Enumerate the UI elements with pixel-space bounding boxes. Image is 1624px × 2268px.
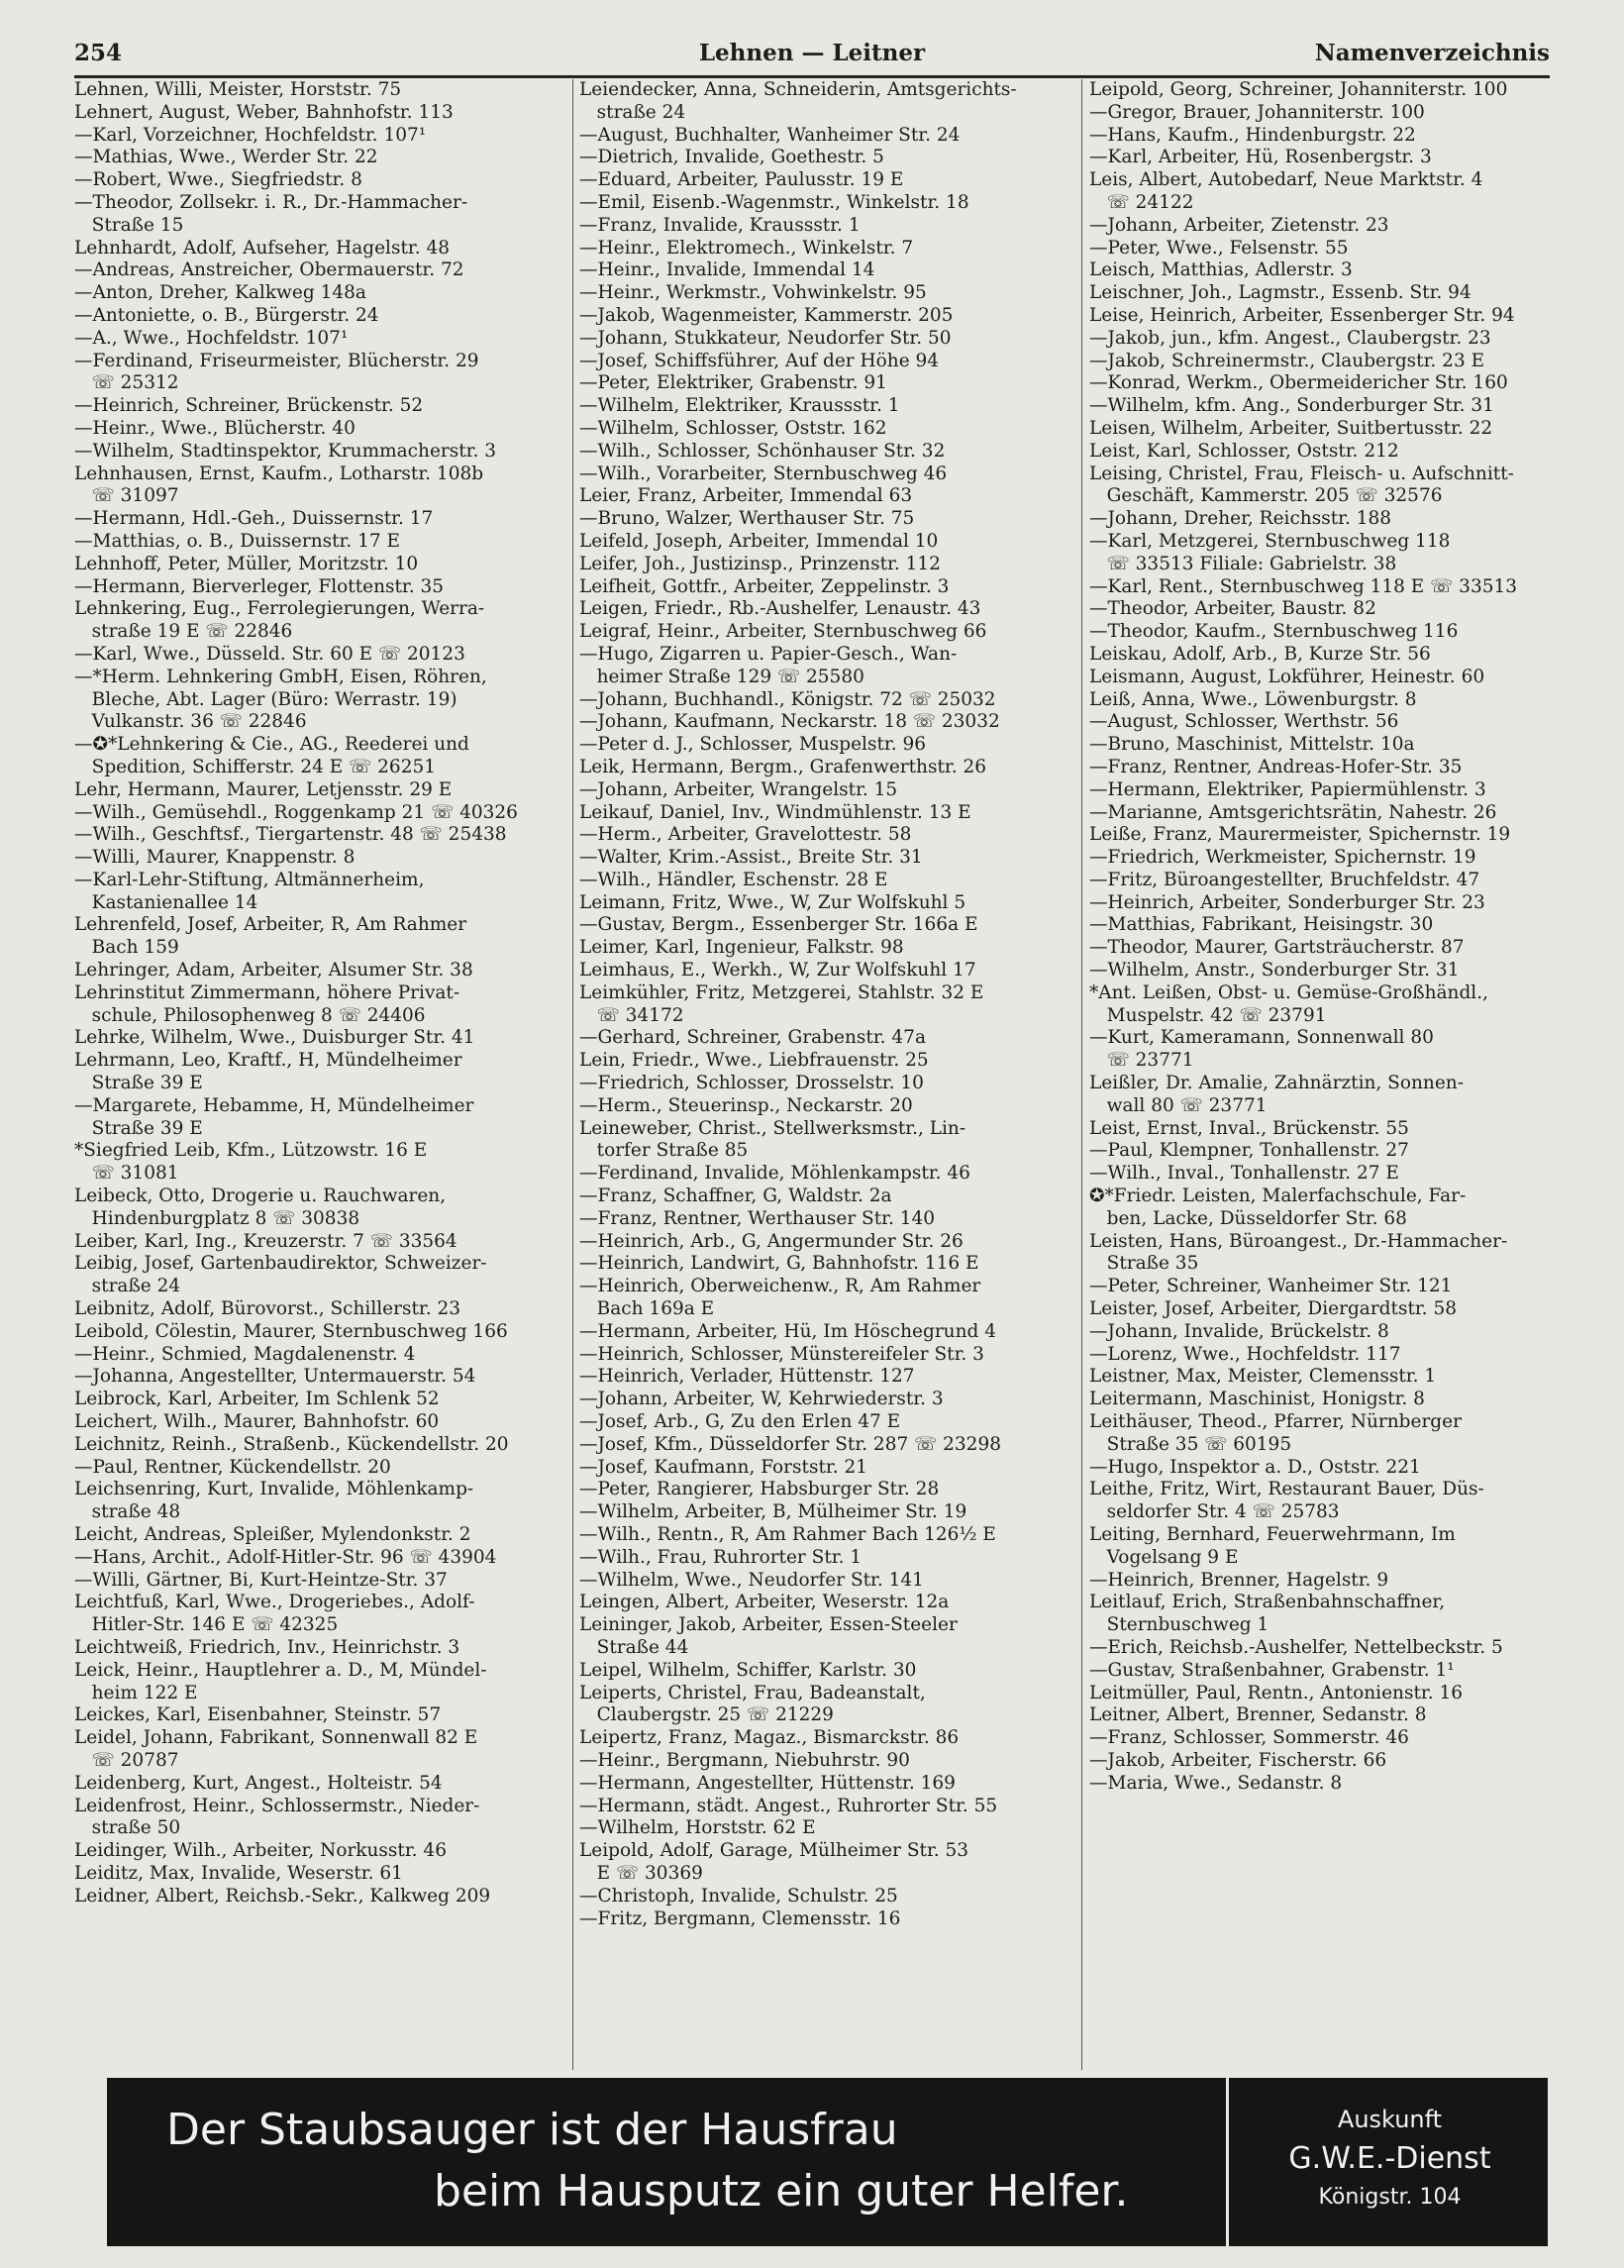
directory-entry-line: —Jakob, Arbeiter, Fischerstr. 66 xyxy=(1089,1749,1387,1771)
directory-entry-line: —✪*Lehnkering & Cie., AG., Reederei und xyxy=(74,734,469,756)
directory-entry-line: —Margarete, Hebamme, H, Mündelheimer xyxy=(74,1094,474,1116)
directory-entry-line: —Jakob, Schreinermstr., Claubergstr. 23 E xyxy=(1089,350,1485,371)
directory-entry-line: —Johann, Kaufmann, Neckarstr. 18 ☏ 23032 xyxy=(579,711,1000,733)
directory-entry-line: Leimkühler, Fritz, Metzgerei, Stahlstr. 32 E xyxy=(579,981,984,1003)
directory-entry-line: Straße 15 xyxy=(74,214,184,236)
directory-entry-line: Leiperts, Christel, Frau, Badeanstalt, xyxy=(579,1682,926,1703)
directory-entry-line: —Heinrich, Arb., G, Angermunder Str. 26 xyxy=(579,1230,964,1252)
directory-entry-line: —Hermann, Hdl.-Geh., Duissernstr. 17 xyxy=(74,508,434,530)
directory-entry-line: Leis, Albert, Autobedarf, Neue Marktstr. 4 xyxy=(1089,169,1483,191)
page-number: 254 xyxy=(74,40,123,66)
directory-entry-line: —Johann, Arbeiter, W, Kehrwiederstr. 3 xyxy=(579,1389,944,1410)
directory-entry-line: Lehnen, Willi, Meister, Horststr. 75 xyxy=(74,79,402,100)
directory-entry-line: Leise, Heinrich, Arbeiter, Essenberger Str. 94 xyxy=(1089,304,1515,326)
directory-entry-line: Leimer, Karl, Ingenieur, Falkstr. 98 xyxy=(579,937,904,959)
directory-entry-line: Lehnhoff, Peter, Müller, Moritzstr. 10 xyxy=(74,553,419,574)
directory-entry-line: Leier, Franz, Arbeiter, Immendal 63 xyxy=(579,485,913,507)
directory-entry-line: —Karl, Rent., Sternbuschweg 118 E ☏ 33513 xyxy=(1089,575,1518,597)
directory-entry-line: Leisen, Wilhelm, Arbeiter, Suitbertusstr. 22 xyxy=(1089,417,1493,439)
directory-entry-line: —Peter, Schreiner, Wanheimer Str. 121 xyxy=(1089,1276,1453,1297)
directory-entry-line: heim 122 E xyxy=(74,1682,198,1703)
directory-entry-line: Lehnhardt, Adolf, Aufseher, Hagelstr. 48 xyxy=(74,237,451,258)
directory-entry-line: —Wilhelm, Elektriker, Kraussstr. 1 xyxy=(579,395,900,417)
directory-entry-line: Leischner, Joh., Lagmstr., Essenb. Str. 94 xyxy=(1089,282,1472,304)
directory-entry-line: Leißler, Dr. Amalie, Zahnärztin, Sonnen- xyxy=(1089,1073,1464,1094)
directory-entry-line: Leibrock, Karl, Arbeiter, Im Schlenk 52 xyxy=(74,1389,440,1410)
directory-entry-line: straße 24 xyxy=(74,1276,181,1297)
directory-entry-line: —Karl, Arbeiter, Hü, Rosenbergstr. 3 xyxy=(1089,147,1432,168)
section-title: Namenverzeichnis xyxy=(1314,40,1550,66)
directory-entry-line: —Peter, Elektriker, Grabenstr. 91 xyxy=(579,372,887,394)
directory-entry-line: —Emil, Eisenb.-Wagenmstr., Winkelstr. 18 xyxy=(579,191,969,213)
directory-entry-line: —Eduard, Arbeiter, Paulusstr. 19 E xyxy=(579,169,904,191)
directory-entry-line: Leik, Hermann, Bergm., Grafenwerthstr. 26 xyxy=(579,756,987,777)
directory-entry-line: —Anton, Dreher, Kalkweg 148a xyxy=(74,282,366,304)
directory-entry-line: —Josef, Schiffsführer, Auf der Höhe 94 xyxy=(579,350,940,371)
directory-entry-line: —Heinr., Bergmann, Niebuhrstr. 90 xyxy=(579,1749,910,1771)
directory-entry-line: Leisten, Hans, Büroangest., Dr.-Hammacher- xyxy=(1089,1230,1508,1252)
directory-entry-line: —Lorenz, Wwe., Hochfeldstr. 117 xyxy=(1089,1343,1401,1365)
column-2 xyxy=(579,79,1069,2070)
directory-entry-line: —August, Buchhalter, Wanheimer Str. 24 xyxy=(579,124,961,146)
directory-entry-line: —Wilhelm, Anstr., Sonderburger Str. 31 xyxy=(1089,960,1460,981)
directory-entry-line: —Jakob, jun., kfm. Angest., Claubergstr. 23 xyxy=(1089,327,1491,349)
directory-entry-line: —Wilhelm, Stadtinspektor, Krummacherstr. 3 xyxy=(74,440,497,462)
directory-columns xyxy=(74,79,1550,2070)
directory-entry-line: —Karl, Wwe., Düsseld. Str. 60 E ☏ 20123 xyxy=(74,643,465,665)
column-3 xyxy=(1089,79,1579,2070)
directory-entry-line: —Andreas, Anstreicher, Obermauerstr. 72 xyxy=(74,259,464,281)
directory-entry-line: Leitlauf, Erich, Straßenbahnschaffner, xyxy=(1089,1592,1446,1613)
page-header xyxy=(74,40,1550,78)
directory-entry-line: ben, Lacke, Düsseldorfer Str. 68 xyxy=(1089,1207,1407,1229)
directory-entry-line: —Herm., Arbeiter, Gravelottestr. 58 xyxy=(579,824,912,846)
directory-entry-line: —August, Schlosser, Werthstr. 56 xyxy=(1089,711,1399,733)
column-1 xyxy=(74,79,564,2070)
directory-entry-line: —Karl-Lehr-Stiftung, Altmännerheim, xyxy=(74,869,425,890)
directory-entry-line: —Heinr., Werkmstr., Vohwinkelstr. 95 xyxy=(579,282,927,304)
directory-entry-line: *Ant. Leißen, Obst- u. Gemüse-Großhändl., xyxy=(1089,981,1488,1003)
directory-entry-line: —Theodor, Maurer, Gartsträucherstr. 87 xyxy=(1089,937,1465,959)
directory-entry-line: Leibeck, Otto, Drogerie u. Rauchwaren, xyxy=(74,1186,447,1207)
directory-entry-line: Leifheit, Gottfr., Arbeiter, Zeppelinstr. 3 xyxy=(579,575,950,597)
directory-entry-line: —Wilh., Rentn., R, Am Rahmer Bach 126½ E xyxy=(579,1524,996,1545)
directory-entry-line: —Herm., Steuerinsp., Neckarstr. 20 xyxy=(579,1094,913,1116)
directory-entry-line: —Karl, Vorzeichner, Hochfeldstr. 107¹ xyxy=(74,124,427,146)
directory-entry-line: Hitler-Str. 146 E ☏ 42325 xyxy=(74,1614,339,1636)
directory-entry-line: Leipertz, Franz, Magaz., Bismarckstr. 86 xyxy=(579,1727,960,1749)
directory-entry-line: —Heinrich, Schreiner, Brückenstr. 52 xyxy=(74,395,424,417)
directory-entry-line: Bach 159 xyxy=(74,937,179,959)
directory-entry-line: Leininger, Jakob, Arbeiter, Essen-Steeler xyxy=(579,1614,958,1636)
directory-entry-line: ☏ 33513 Filiale: Gabrielstr. 38 xyxy=(1089,553,1397,574)
directory-entry-line: —Paul, Klempner, Tonhallenstr. 27 xyxy=(1089,1140,1409,1162)
directory-entry-line: heimer Straße 129 ☏ 25580 xyxy=(579,666,864,687)
directory-entry-line: —Hermann, Bierverleger, Flottenstr. 35 xyxy=(74,575,445,597)
directory-entry-line: Bach 169a E xyxy=(579,1298,715,1320)
directory-entry-line: —Gustav, Bergm., Essenberger Str. 166a E xyxy=(579,914,978,936)
directory-entry-line: Leiß, Anna, Wwe., Löwenburgstr. 8 xyxy=(1089,688,1417,710)
directory-entry-line: —Kurt, Kameramann, Sonnenwall 80 xyxy=(1089,1027,1434,1049)
directory-entry-line: —Wilhelm, Schlosser, Oststr. 162 xyxy=(579,417,887,439)
directory-entry-line: —Johann, Dreher, Reichsstr. 188 xyxy=(1089,508,1392,530)
directory-entry-line: —Peter d. J., Schlosser, Muspelstr. 96 xyxy=(579,734,927,756)
page-range: Lehnen — Leitner xyxy=(698,40,926,66)
directory-entry-line: ☏ 34172 xyxy=(579,1004,684,1026)
ad-divider xyxy=(1226,2078,1229,2246)
directory-entry-line: Straße 35 ☏ 60195 xyxy=(1089,1433,1292,1455)
directory-entry-line: —Josef, Arb., G, Zu den Erlen 47 E xyxy=(579,1411,901,1433)
directory-entry-line: ✪*Friedr. Leisten, Malerfachschule, Far- xyxy=(1089,1186,1467,1207)
directory-entry-line: —Wilh., Frau, Ruhrorter Str. 1 xyxy=(579,1546,863,1568)
ad-slogan-line: Der Staubsauger ist der Hausfrau xyxy=(166,2105,898,2155)
directory-entry-line: —Ferdinand, Friseurmeister, Blücherstr. 29 xyxy=(74,350,479,371)
directory-entry-line: Kastanienallee 14 xyxy=(74,891,258,913)
directory-entry-line: —*Herm. Lehnkering GmbH, Eisen, Röhren, xyxy=(74,666,487,687)
directory-entry-line: Lehrke, Wilhelm, Wwe., Duisburger Str. 41 xyxy=(74,1027,475,1049)
directory-entry-line: Bleche, Abt. Lager (Büro: Werrastr. 19) xyxy=(74,688,457,710)
directory-entry-line: Lehrenfeld, Josef, Arbeiter, R, Am Rahmer xyxy=(74,914,467,936)
ad-slogan xyxy=(166,2100,1128,2222)
directory-entry-line: Leichtweiß, Friedrich, Inv., Heinrichstr. 3 xyxy=(74,1636,460,1658)
directory-entry-line: Leingen, Albert, Arbeiter, Weserstr. 12a xyxy=(579,1592,950,1613)
directory-entry-line: —Wilhelm, kfm. Ang., Sonderburger Str. 31 xyxy=(1089,395,1494,417)
directory-entry-line: Straße 35 xyxy=(1089,1253,1199,1275)
directory-entry-line: —Johann, Invalide, Brückelstr. 8 xyxy=(1089,1320,1389,1342)
directory-entry-line: Leiditz, Max, Invalide, Weserstr. 61 xyxy=(74,1862,403,1884)
directory-entry-line: Geschäft, Kammerstr. 205 ☏ 32576 xyxy=(1089,485,1443,507)
directory-entry-line: —Hugo, Inspektor a. D., Oststr. 221 xyxy=(1089,1456,1421,1478)
directory-entry-line: —Wilhelm, Horststr. 62 E xyxy=(579,1817,816,1839)
directory-entry-line: Leiße, Franz, Maurermeister, Spichernstr. 19 xyxy=(1089,824,1511,846)
directory-entry-line: —Bruno, Walzer, Werthauser Str. 75 xyxy=(579,508,915,530)
directory-entry-line: —Franz, Invalide, Kraussstr. 1 xyxy=(579,214,861,236)
directory-entry-line: straße 19 E ☏ 22846 xyxy=(74,621,293,643)
directory-entry-line: —Willi, Gärtner, Bi, Kurt-Heintze-Str. 37 xyxy=(74,1569,448,1591)
directory-entry-line: —Heinr., Elektromech., Winkelstr. 7 xyxy=(579,237,914,258)
directory-entry-line: ☏ 25312 xyxy=(74,372,179,394)
directory-entry-line: Lehrinstitut Zimmermann, höhere Privat- xyxy=(74,981,460,1003)
directory-entry-line: —Johann, Arbeiter, Wrangelstr. 15 xyxy=(579,778,898,800)
directory-entry-line: —Hans, Kaufm., Hindenburgstr. 22 xyxy=(1089,124,1416,146)
directory-entry-line: —Heinrich, Landwirt, G, Bahnhofstr. 116 E xyxy=(579,1253,979,1275)
directory-entry-line: Hindenburgplatz 8 ☏ 30838 xyxy=(74,1207,360,1229)
directory-entry-line: Leidner, Albert, Reichsb.-Sekr., Kalkweg 209 xyxy=(74,1885,491,1907)
directory-entry-line: —Matthias, Fabrikant, Heisingstr. 30 xyxy=(1089,914,1434,936)
directory-entry-line: —Marianne, Amtsgerichtsrätin, Nahestr. 26 xyxy=(1089,801,1497,823)
directory-entry-line: Lehringer, Adam, Arbeiter, Alsumer Str. 38 xyxy=(74,960,473,981)
advertisement-banner xyxy=(107,2078,1548,2246)
directory-entry-line: Claubergstr. 25 ☏ 21229 xyxy=(579,1704,834,1726)
directory-entry-line: —Dietrich, Invalide, Goethestr. 5 xyxy=(579,147,884,168)
directory-entry-line: —Willi, Maurer, Knappenstr. 8 xyxy=(74,847,355,869)
directory-entry-line: —Erich, Reichsb.-Aushelfer, Nettelbeckstr. 5 xyxy=(1089,1636,1503,1658)
directory-entry-line: —Gustav, Straßenbahner, Grabenstr. 1¹ xyxy=(1089,1659,1455,1681)
directory-entry-line: Leichtfuß, Karl, Wwe., Drogeriebes., Adolf- xyxy=(74,1592,475,1613)
directory-entry-line: —Theodor, Kaufm., Sternbuschweg 116 xyxy=(1089,621,1459,643)
directory-entry-line: ☏ 31097 xyxy=(74,485,179,507)
directory-entry-line: —Heinrich, Brenner, Hagelstr. 9 xyxy=(1089,1569,1389,1591)
directory-entry-line: —Hermann, städt. Angest., Ruhrorter Str. 55 xyxy=(579,1795,998,1816)
directory-entry-line: Lehnhausen, Ernst, Kaufm., Lotharstr. 108b xyxy=(74,463,484,484)
directory-entry-line: Leismann, August, Lokführer, Heinestr. 60 xyxy=(1089,666,1485,687)
directory-entry-line: —Wilhelm, Arbeiter, B, Mülheimer Str. 19 xyxy=(579,1501,967,1523)
directory-entry-line: —Matthias, o. B., Duissernstr. 17 E xyxy=(74,530,401,552)
directory-entry-line: —Heinr., Invalide, Immendal 14 xyxy=(579,259,875,281)
directory-entry-line: Leimhaus, E., Werkh., W, Zur Wolfskuhl 17 xyxy=(579,960,976,981)
directory-entry-line: Lein, Friedr., Wwe., Liebfrauenstr. 25 xyxy=(579,1050,929,1072)
ad-slogan-line: beim Hausputz ein guter Helfer. xyxy=(434,2166,1129,2216)
directory-entry-line: Leisch, Matthias, Adlerstr. 3 xyxy=(1089,259,1353,281)
ad-info-label: Auskunft xyxy=(1337,2106,1443,2133)
directory-entry-line: Leimann, Fritz, Wwe., W, Zur Wolfskuhl 5 xyxy=(579,891,966,913)
column-divider xyxy=(572,79,573,2070)
directory-entry-line: —Johann, Stukkateur, Neudorfer Str. 50 xyxy=(579,327,952,349)
directory-entry-line: straße 24 xyxy=(579,101,686,123)
directory-entry-line: schule, Philosophenweg 8 ☏ 24406 xyxy=(74,1004,426,1026)
directory-entry-line: Lehr, Hermann, Maurer, Letjensstr. 29 E xyxy=(74,778,453,800)
directory-entry-line: —Franz, Schaffner, G, Waldstr. 2a xyxy=(579,1186,892,1207)
directory-entry-line: —Theodor, Arbeiter, Baustr. 82 xyxy=(1089,598,1376,620)
directory-entry-line: —Walter, Krim.-Assist., Breite Str. 31 xyxy=(579,847,923,869)
directory-entry-line: —Heinrich, Arbeiter, Sonderburger Str. 23 xyxy=(1089,891,1485,913)
directory-entry-line: —Ferdinand, Invalide, Möhlenkampstr. 46 xyxy=(579,1163,970,1185)
directory-entry-line: Leiber, Karl, Ing., Kreuzerstr. 7 ☏ 33564 xyxy=(74,1230,457,1252)
ad-info-name: G.W.E.-Dienst xyxy=(1288,2141,1491,2176)
directory-entry-line: Leising, Christel, Frau, Fleisch- u. Aufschnitt- xyxy=(1089,463,1514,484)
directory-entry-line: Leidinger, Wilh., Arbeiter, Norkusstr. 46 xyxy=(74,1840,447,1862)
directory-entry-line: —Wilhelm, Wwe., Neudorfer Str. 141 xyxy=(579,1569,924,1591)
directory-entry-line: Leistner, Max, Meister, Clemensstr. 1 xyxy=(1089,1366,1437,1388)
directory-entry-line: —Josef, Kfm., Düsseldorfer Str. 287 ☏ 23298 xyxy=(579,1433,1001,1455)
directory-entry-line: Leigen, Friedr., Rb.-Aushelfer, Lenaustr. 43 xyxy=(579,598,981,620)
directory-entry-line: ☏ 24122 xyxy=(1089,191,1194,213)
directory-entry-line: —Fritz, Bergmann, Clemensstr. 16 xyxy=(579,1907,901,1929)
directory-entry-line: Lehrmann, Leo, Kraftf., H, Mündelheimer xyxy=(74,1050,462,1072)
directory-entry-line: —Franz, Rentner, Andreas-Hofer-Str. 35 xyxy=(1089,756,1463,777)
directory-entry-line: Straße 39 E xyxy=(74,1117,203,1139)
directory-entry-line: —Johann, Buchhandl., Königstr. 72 ☏ 25032 xyxy=(579,688,996,710)
directory-entry-line: straße 48 xyxy=(74,1501,181,1523)
directory-entry-line: —Paul, Rentner, Kückendellstr. 20 xyxy=(74,1456,391,1478)
directory-entry-line: —Johann, Arbeiter, Zietenstr. 23 xyxy=(1089,214,1389,236)
ad-info-address: Königstr. 104 xyxy=(1318,2185,1462,2210)
directory-entry-line: ☏ 23771 xyxy=(1089,1050,1194,1072)
directory-entry-line: Leidenfrost, Heinr., Schlossermstr., Nieder- xyxy=(74,1795,480,1816)
directory-entry-line: —Wilh., Schlosser, Schönhauser Str. 32 xyxy=(579,440,946,462)
directory-entry-line: Leitermann, Maschinist, Honigstr. 8 xyxy=(1089,1389,1425,1410)
directory-entry-line: —Fritz, Büroangestellter, Bruchfeldstr. 47 xyxy=(1089,869,1480,890)
directory-entry-line: torfer Straße 85 xyxy=(579,1140,749,1162)
directory-entry-line: Leibold, Cölestin, Maurer, Sternbuschweg 166 xyxy=(74,1320,508,1342)
directory-entry-line: —Bruno, Maschinist, Mittelstr. 10a xyxy=(1089,734,1415,756)
directory-entry-line: —Antoniette, o. B., Bürgerstr. 24 xyxy=(74,304,379,326)
directory-entry-line: —Theodor, Zollsekr. i. R., Dr.-Hammacher- xyxy=(74,191,468,213)
directory-entry-line: Leitner, Albert, Brenner, Sedanstr. 8 xyxy=(1089,1704,1427,1726)
directory-entry-line: —Peter, Rangierer, Habsburger Str. 28 xyxy=(579,1479,940,1500)
directory-entry-line: —Hermann, Angestellter, Hüttenstr. 169 xyxy=(579,1772,956,1794)
directory-entry-line: Leibig, Josef, Gartenbaudirektor, Schweizer- xyxy=(74,1253,487,1275)
ad-info xyxy=(1232,2102,1548,2215)
directory-entry-line: —Wilh., Inval., Tonhallenstr. 27 E xyxy=(1089,1163,1399,1185)
directory-entry-line: Leister, Josef, Arbeiter, Diergardtstr. 58 xyxy=(1089,1298,1457,1320)
directory-entry-line: —Friedrich, Werkmeister, Spichernstr. 19 xyxy=(1089,847,1476,869)
directory-entry-line: Leiendecker, Anna, Schneiderin, Amtsgerichts- xyxy=(579,79,1017,100)
directory-entry-line: Leiting, Bernhard, Feuerwehrmann, Im xyxy=(1089,1524,1456,1545)
directory-entry-line: E ☏ 30369 xyxy=(579,1862,703,1884)
directory-entry-line: Vogelsang 9 E xyxy=(1089,1546,1239,1568)
directory-entry-line: Lehnert, August, Weber, Bahnhofstr. 113 xyxy=(74,101,454,123)
directory-entry-line: Leipel, Wilhelm, Schiffer, Karlstr. 30 xyxy=(579,1659,917,1681)
directory-entry-line: —Franz, Rentner, Werthauser Str. 140 xyxy=(579,1207,936,1229)
directory-entry-line: Leicht, Andreas, Spleißer, Mylendonkstr. 2 xyxy=(74,1524,471,1545)
directory-entry-line: —Christoph, Invalide, Schulstr. 25 xyxy=(579,1885,898,1907)
directory-entry-line: Leifer, Joh., Justizinsp., Prinzenstr. 112 xyxy=(579,553,941,574)
directory-entry-line: —Hugo, Zigarren u. Papier-Gesch., Wan- xyxy=(579,643,958,665)
directory-entry-line: Leick, Heinr., Hauptlehrer a. D., M, Mündel- xyxy=(74,1659,487,1681)
directory-entry-line: Leickes, Karl, Eisenbahner, Steinstr. 57 xyxy=(74,1704,442,1726)
directory-entry-line: —Johanna, Angestellter, Untermauerstr. 54 xyxy=(74,1366,476,1388)
directory-entry-line: —Jakob, Wagenmeister, Kammerstr. 205 xyxy=(579,304,954,326)
directory-entry-line: Straße 44 xyxy=(579,1636,689,1658)
directory-entry-line: wall 80 ☏ 23771 xyxy=(1089,1094,1268,1116)
directory-entry-line: Leipold, Adolf, Garage, Mülheimer Str. 53 xyxy=(579,1840,969,1862)
directory-entry-line: —Wilh., Geschftsf., Tiergartenstr. 48 ☏ 25438 xyxy=(74,824,507,846)
directory-entry-line: Vulkanstr. 36 ☏ 22846 xyxy=(74,711,307,733)
directory-entry-line: —Wilh., Händler, Eschenstr. 28 E xyxy=(579,869,888,890)
directory-entry-line: Leibnitz, Adolf, Bürovorst., Schillerstr. 23 xyxy=(74,1298,460,1320)
directory-entry-line: —Karl, Metzgerei, Sternbuschweg 118 xyxy=(1089,530,1451,552)
directory-entry-line: Leichnitz, Reinh., Straßenb., Kückendellstr. 20 xyxy=(74,1433,509,1455)
directory-entry-line: —Josef, Kaufmann, Forststr. 21 xyxy=(579,1456,867,1478)
directory-entry-line: Leineweber, Christ., Stellwerksmstr., Lin- xyxy=(579,1117,966,1139)
directory-entry-line: Straße 39 E xyxy=(74,1073,203,1094)
directory-entry-line: Leipold, Georg, Schreiner, Johanniterstr. 100 xyxy=(1089,79,1508,100)
directory-entry-line: ☏ 31081 xyxy=(74,1163,179,1185)
directory-entry-line: —Heinr., Schmied, Magdalenenstr. 4 xyxy=(74,1343,416,1365)
directory-entry-line: —Peter, Wwe., Felsenstr. 55 xyxy=(1089,237,1349,258)
directory-entry-line: Leithe, Fritz, Wirt, Restaurant Bauer, Düs- xyxy=(1089,1479,1484,1500)
directory-entry-line: Leist, Karl, Schlosser, Oststr. 212 xyxy=(1089,440,1399,462)
directory-entry-line: —Gregor, Brauer, Johanniterstr. 100 xyxy=(1089,101,1425,123)
directory-entry-line: Leigraf, Heinr., Arbeiter, Sternbuschweg 66 xyxy=(579,621,987,643)
directory-entry-line: —Maria, Wwe., Sedanstr. 8 xyxy=(1089,1772,1343,1794)
directory-entry-line: Leifeld, Joseph, Arbeiter, Immendal 10 xyxy=(579,530,939,552)
directory-entry-line: Leist, Ernst, Inval., Brückenstr. 55 xyxy=(1089,1117,1409,1139)
directory-entry-line: —Robert, Wwe., Siegfriedstr. 8 xyxy=(74,169,362,191)
directory-entry-line: Leiskau, Adolf, Arb., B, Kurze Str. 56 xyxy=(1089,643,1431,665)
directory-entry-line: —Gerhard, Schreiner, Grabenstr. 47a xyxy=(579,1027,926,1049)
directory-entry-line: —A., Wwe., Hochfeldstr. 107¹ xyxy=(74,327,349,349)
directory-entry-line: —Hermann, Arbeiter, Hü, Im Höschegrund 4 xyxy=(579,1320,996,1342)
directory-entry-line: Leichsenring, Kurt, Invalide, Möhlenkamp- xyxy=(74,1479,474,1500)
directory-entry-line: Leithäuser, Theod., Pfarrer, Nürnberger xyxy=(1089,1411,1462,1433)
column-divider xyxy=(1081,79,1082,2070)
directory-entry-line: Sternbuschweg 1 xyxy=(1089,1614,1269,1636)
directory-entry-line: —Wilh., Vorarbeiter, Sternbuschweg 46 xyxy=(579,463,948,484)
directory-entry-line: Leitmüller, Paul, Rentn., Antonienstr. 16 xyxy=(1089,1682,1464,1703)
directory-entry-line: —Wilh., Gemüsehdl., Roggenkamp 21 ☏ 40326 xyxy=(74,801,518,823)
directory-entry-line: —Heinrich, Schlosser, Münstereifeler Str. 3 xyxy=(579,1343,984,1365)
directory-entry-line: —Heinrich, Oberweichenw., R, Am Rahmer xyxy=(579,1276,981,1297)
directory-entry-line: Muspelstr. 42 ☏ 23791 xyxy=(1089,1004,1327,1026)
directory-entry-line: straße 50 xyxy=(74,1817,181,1839)
directory-entry-line: —Friedrich, Schlosser, Drosselstr. 10 xyxy=(579,1073,924,1094)
directory-entry-line: Leidel, Johann, Fabrikant, Sonnenwall 82 E xyxy=(74,1727,478,1749)
directory-entry-line: —Franz, Schlosser, Sommerstr. 46 xyxy=(1089,1727,1409,1749)
directory-entry-line: —Mathias, Wwe., Werder Str. 22 xyxy=(74,147,378,168)
directory-entry-line: Leichert, Wilh., Maurer, Bahnhofstr. 60 xyxy=(74,1411,440,1433)
directory-entry-line: —Heinr., Wwe., Blücherstr. 40 xyxy=(74,417,355,439)
directory-entry-line: Spedition, Schifferstr. 24 E ☏ 26251 xyxy=(74,756,437,777)
directory-entry-line: —Konrad, Werkm., Obermeidericher Str. 160 xyxy=(1089,372,1508,394)
directory-entry-line: ☏ 20787 xyxy=(74,1749,179,1771)
directory-entry-line: *Siegfried Leib, Kfm., Lützowstr. 16 E xyxy=(74,1140,428,1162)
directory-entry-line: Leikauf, Daniel, Inv., Windmühlenstr. 13 E xyxy=(579,801,971,823)
directory-entry-line: —Hans, Archit., Adolf-Hitler-Str. 96 ☏ 43904 xyxy=(74,1546,497,1568)
directory-entry-line: —Heinrich, Verlader, Hüttenstr. 127 xyxy=(579,1366,915,1388)
directory-entry-line: —Hermann, Elektriker, Papiermühlenstr. 3 xyxy=(1089,778,1486,800)
directory-entry-line: seldorfer Str. 4 ☏ 25783 xyxy=(1089,1501,1340,1523)
directory-entry-line: Lehnkering, Eug., Ferrolegierungen, Werra- xyxy=(74,598,485,620)
directory-entry-line: Leidenberg, Kurt, Angest., Holteistr. 54 xyxy=(74,1772,443,1794)
